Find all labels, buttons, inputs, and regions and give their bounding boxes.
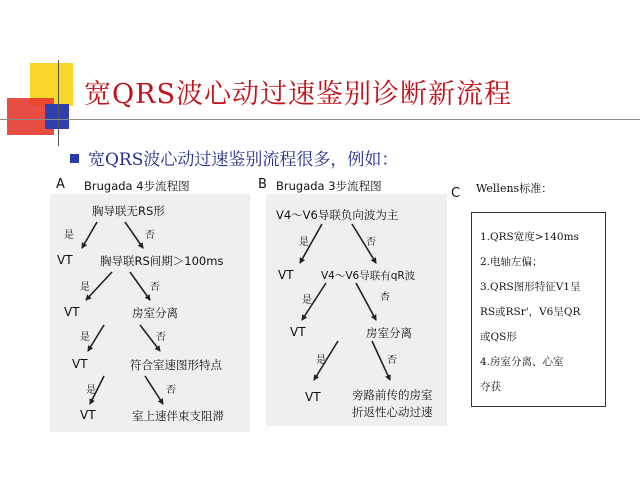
wellens-item: 4.房室分离、心室 (480, 356, 564, 368)
panel-b-yes1: 是 (299, 237, 309, 248)
wellens-item: RS或RSr'，V6呈QR (480, 306, 581, 318)
panel-b-yes2: 是 (302, 295, 312, 306)
panel-a-yes1: 是 (64, 230, 74, 241)
arrow-a4-no (145, 376, 163, 404)
panel-b-vt3: VT (305, 390, 321, 404)
panel-a-step3: 房室分离 (132, 306, 178, 320)
panel-b-step2: V4～V6导联有qR波 (321, 270, 416, 282)
panel-a-yes4: 是 (86, 385, 96, 396)
panel-a-heading: Brugada 4步流程图 (84, 179, 190, 193)
panel-a-no4: 否 (166, 385, 176, 396)
wellens-heading: Wellens标准： (476, 182, 553, 195)
wellens-item: 夺获 (480, 381, 501, 393)
panel-a-no3: 否 (156, 332, 166, 343)
panel-b-vt2: VT (290, 325, 306, 339)
wellens-criteria-box (471, 212, 606, 407)
panel-a-label: A (56, 177, 65, 192)
panel-b-heading: Brugada 3步流程图 (276, 179, 382, 193)
panel-b-no1: 否 (366, 237, 376, 248)
arrow-b2-no (356, 283, 376, 320)
panel-b-label: B (258, 177, 267, 192)
wellens-item: 或QS形 (480, 331, 517, 343)
panel-b-step3: 房室分离 (366, 326, 412, 340)
panel-a-step5: 室上速伴束支阻滞 (132, 409, 224, 423)
panel-a-yes3: 是 (80, 332, 90, 343)
panel-b-step1: V4～V6导联负向波为主 (276, 208, 399, 222)
wellens-item: 2.电轴左偏； (480, 256, 543, 268)
slide-title: 宽QRS波心动过速鉴别诊断新流程 (84, 79, 512, 110)
panel-a-no2: 否 (150, 282, 160, 293)
panel-a-no1: 否 (145, 230, 155, 241)
panel-a-vt3: VT (72, 357, 88, 371)
panel-a-step4: 符合室速图形特点 (130, 358, 222, 372)
panel-a-vt2: VT (64, 305, 80, 319)
panel-a-step2: 胸导联RS间期＞100ms (100, 254, 224, 268)
slide-subtitle: 宽QRS波心动过速鉴别流程很多，例如： (88, 150, 399, 170)
panel-b-vt1: VT (278, 268, 294, 282)
panel-a-step1: 胸导联无RS形 (92, 204, 165, 218)
panel-a-yes2: 是 (80, 282, 90, 293)
panel-a-vt1: VT (57, 253, 73, 267)
panel-a-vt4: VT (80, 408, 96, 422)
arrow-a3-yes (88, 325, 104, 351)
panel-b-yes3: 是 (316, 355, 326, 366)
panel-b-no2: 杏 (380, 292, 390, 303)
panel-c-label: C (451, 186, 461, 201)
arrow-a1-yes (82, 222, 97, 248)
arrow-a1-no (125, 222, 143, 248)
arrow-a2-no (130, 272, 150, 300)
panel-b-step4-line2: 折返性心动过速 (352, 405, 433, 419)
wellens-item: 3.QRS图形特征V1呈 (480, 281, 581, 293)
wellens-item: 1.QRS宽度>140ms (480, 231, 579, 243)
panel-b-step4-line1: 旁路前传的房室 (352, 388, 433, 402)
panel-b-no3: 否 (387, 355, 397, 366)
